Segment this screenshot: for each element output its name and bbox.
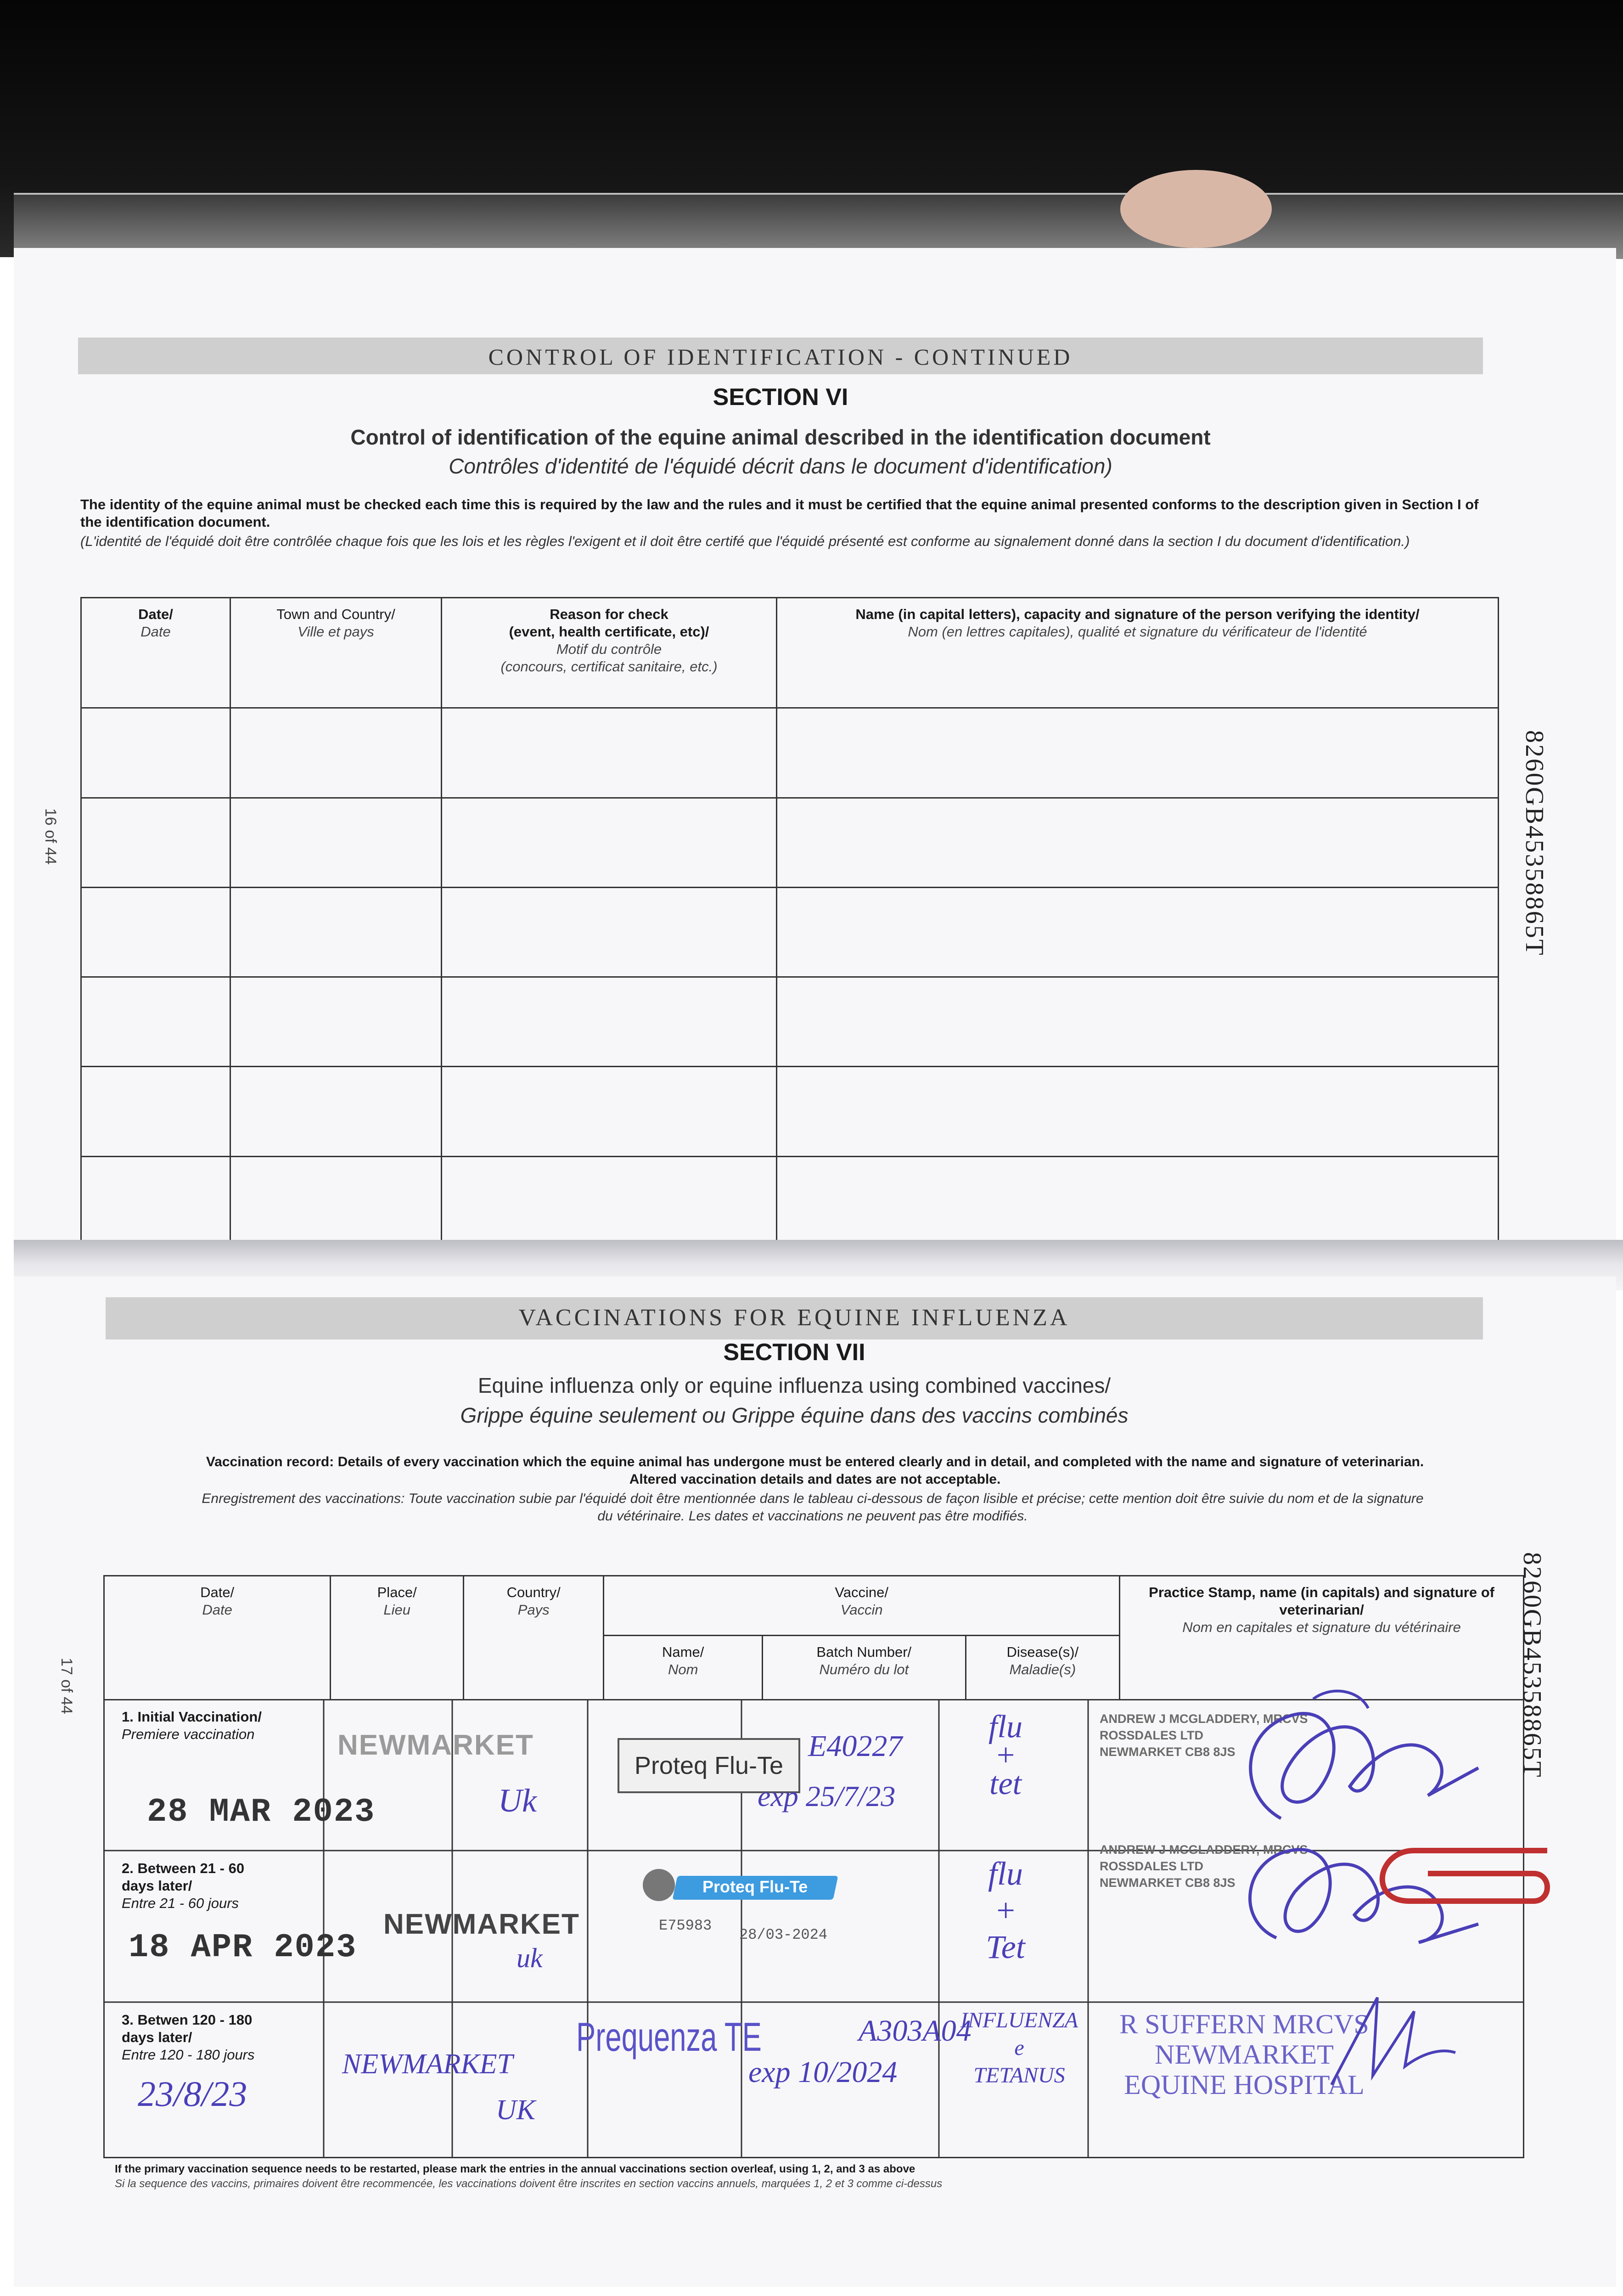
reason-cell[interactable] <box>442 1067 777 1156</box>
verifier-cell[interactable] <box>777 977 1499 1067</box>
row2-disease[interactable]: flu + Tet <box>986 1855 1025 1965</box>
town-cell[interactable] <box>230 798 442 887</box>
date-cell[interactable] <box>81 1156 230 1246</box>
section6-intro-en: The identity of the equine animal must be checked each time this is required by the law and the rules and it must be certified that the equine animal presented conforms to the description given in Section I of the identification document. <box>80 496 1479 530</box>
row3-date[interactable]: 23/8/23 <box>138 2074 247 2114</box>
date-cell[interactable] <box>81 887 230 977</box>
section6-title-en: Control of identification of the equine animal described in the identification document <box>350 425 1211 449</box>
row1-stamp: ANDREW J MCGLADDERY, MRCVS ROSSDALES LTD NEWMARKET CB8 8JS <box>1100 1712 1308 1759</box>
row1-batch-exp[interactable]: exp 25/7/23 <box>758 1780 896 1812</box>
row3-batch-exp[interactable]: exp 10/2024 <box>748 2055 898 2089</box>
row3-place[interactable]: NEWMARKET <box>342 2048 513 2080</box>
section6-intro-fr: (L'identité de l'équidé doit être contrôlée chaque fois que les lois et les règles l'exigent et il doit être certifé que l'équidé présenté est conforme au signalement donné dans la section I du document d'identification.) <box>80 533 1410 549</box>
town-cell[interactable] <box>230 708 442 798</box>
header-place: Place/ Lieu <box>331 1576 464 1700</box>
row3-batch[interactable]: A303A04 <box>859 2014 972 2048</box>
header-verifier: Name (in capital letters), capacity and signature of the person verifying the identity/ Nom (en lettres capitales), qualité et signature du vérificateur de l'identité <box>777 598 1499 708</box>
row2-vaccine-sticker <box>643 1869 845 1915</box>
section7-label: SECTION VII <box>723 1339 865 1366</box>
row1-batch[interactable]: E40227 <box>808 1729 903 1763</box>
town-cell[interactable] <box>230 887 442 977</box>
header-vaccine-name: Name/ Nom <box>604 1636 763 1700</box>
town-cell[interactable] <box>230 1067 442 1156</box>
row1-disease[interactable]: flu + tet <box>988 1709 1022 1801</box>
row2-label: 2. Between 21 - 60 days later/ Entre 21 - 60 jours <box>122 1860 245 1911</box>
section6-banner: CONTROL OF IDENTIFICATION - CONTINUED <box>78 338 1483 374</box>
date-cell[interactable] <box>81 798 230 887</box>
header-town: Town and Country/ Ville et pays <box>230 598 442 708</box>
date-cell[interactable] <box>81 977 230 1067</box>
document-id-page16: 8260GB45358865T <box>1520 730 1549 957</box>
paper-clip-icon <box>1359 1837 1552 1919</box>
header-country: Country/ Pays <box>464 1576 604 1700</box>
row2-date[interactable]: 18 APR 2023 <box>129 1929 357 1966</box>
header-date: Date/ Date <box>81 598 230 708</box>
reason-cell[interactable] <box>442 1156 777 1246</box>
header-batch: Batch Number/ Numéro du lot <box>763 1636 966 1700</box>
section7-title-en: Equine influenza only or equine influenza using combined vaccines/ <box>477 1373 1111 1397</box>
header-disease: Disease(s)/ Maladie(s) <box>966 1636 1120 1700</box>
row2-country[interactable]: uk <box>517 1943 543 1973</box>
row3-signature <box>1322 1984 1460 2103</box>
footer-note-fr: Si la sequence des vaccins, primaires doivent être recommencée, les vaccinations doivent être inscrites en section vaccins annuels, marquées 1, 2 et 3 comme ci-dessus <box>115 2178 943 2190</box>
section6-title-fr: Contrôles d'identité de l'équidé décrit dans le document d'identification) <box>449 454 1112 478</box>
verifier-cell[interactable] <box>777 1067 1499 1156</box>
row3-stamp: R SUFFERN MRCVS NEWMARKET EQUINE HOSPITAL <box>1119 2009 1369 2100</box>
finger <box>1120 170 1272 248</box>
verifier-cell[interactable] <box>777 1156 1499 1246</box>
row3-label: 3. Betwen 120 - 180 days later/ Entre 120 - 180 jours <box>122 2012 255 2063</box>
row3-vaccine-name[interactable]: Prequenza TE <box>576 2014 762 2060</box>
town-cell[interactable] <box>230 1156 442 1246</box>
row3-country[interactable]: UK <box>496 2094 536 2126</box>
row1-vaccine-name[interactable]: Proteq Flu-Te <box>618 1738 800 1793</box>
header-stamp: Practice Stamp, name (in capitals) and signature of veterinarian/ Nom en capitales et signature du vétérinaire <box>1120 1576 1524 1700</box>
section7-title-fr: Grippe équine seulement ou Grippe équine dans des vaccins combinés <box>460 1403 1129 1427</box>
sticker-logo-icon <box>643 1869 675 1901</box>
row3-disease[interactable]: INFLUENZA e TETANUS <box>960 2008 1078 2088</box>
row1-date[interactable]: 28 MAR 2023 <box>147 1793 376 1831</box>
row2-vaccine-name[interactable]: Proteq Flu-Te <box>702 1877 808 1896</box>
date-cell[interactable] <box>81 1067 230 1156</box>
verifier-cell[interactable] <box>777 708 1499 798</box>
row2-place[interactable]: NEWMARKET <box>383 1908 580 1940</box>
row2-stamp: ANDREW J MCGLADDERY, MRCVS ROSSDALES LTD NEWMARKET CB8 8JS <box>1100 1843 1308 1890</box>
page-number-16: 16 of 44 <box>42 808 59 865</box>
section6-label: SECTION VI <box>713 384 848 411</box>
header-vaccine: Vaccine/ Vaccin <box>604 1576 1120 1636</box>
verifier-cell[interactable] <box>777 887 1499 977</box>
reason-cell[interactable] <box>442 798 777 887</box>
page-number-17: 17 of 44 <box>58 1658 75 1714</box>
verifier-cell[interactable] <box>777 798 1499 887</box>
date-cell[interactable] <box>81 708 230 798</box>
document-id-page17: 8260GB45358865T <box>1518 1552 1546 1778</box>
town-cell[interactable] <box>230 977 442 1067</box>
row1-label: 1. Initial Vaccination/ Premiere vaccination <box>122 1709 262 1742</box>
reason-cell[interactable] <box>442 977 777 1067</box>
reason-cell[interactable] <box>442 708 777 798</box>
vaccination-record-en: Vaccination record: Details of every vaccination which the equine animal has undergone must be entered clearly and in detail, and completed with the name and signature of veterinarian. Altered vaccination details and dates are not acceptable. <box>206 1454 1424 1487</box>
row1-country[interactable]: Uk <box>498 1782 537 1819</box>
header-reason: Reason for check (event, health certificate, etc)/ Motif du contrôle (concours, certificat sanitaire, etc.) <box>442 598 777 708</box>
identity-check-table <box>80 597 1499 1247</box>
header-date: Date/ Date <box>104 1576 331 1700</box>
vaccination-record-fr: Enregistrement des vaccinations: Toute vaccination subie par l'équidé doit être mentionnée dans le tableau ci-dessous de façon lisible et précise; cette mention doit être suivie du nom et de la signature du vétérinaire. Les dates et vaccinations ne peuvent pas être modifiés. <box>202 1491 1424 1524</box>
row2-batch-exp[interactable]: 28/03-2024 <box>739 1926 828 1943</box>
row1-place[interactable]: NEWMARKET <box>337 1729 534 1761</box>
reason-cell[interactable] <box>442 887 777 977</box>
section7-banner: VACCINATIONS FOR EQUINE INFLUENZA <box>106 1297 1483 1339</box>
row2-batch[interactable]: E75983 <box>659 1917 712 1934</box>
footer-note-en: If the primary vaccination sequence needs to be restarted, please mark the entries in the annual vaccinations section overleaf, using 1, 2, and 3 as above <box>115 2163 915 2175</box>
